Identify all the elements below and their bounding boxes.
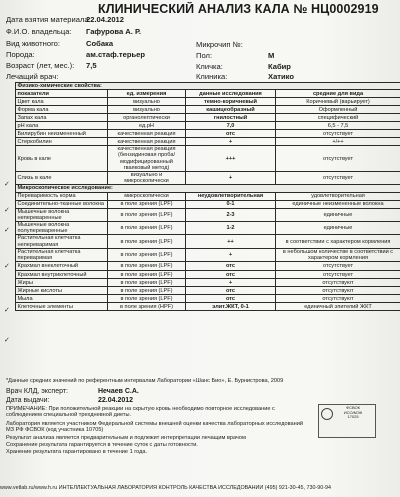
- section-title: Микроскопическое исследование:: [16, 185, 400, 192]
- issued-value: 22.04.2012: [98, 397, 134, 404]
- result-cell: +: [186, 279, 276, 287]
- parameter-cell: Крахмал внутриклеточный: [16, 271, 108, 279]
- table-row: [16, 98, 400, 106]
- species-row: [6, 39, 113, 48]
- nickname-value: Кабир: [268, 62, 291, 71]
- unit-cell: в поле зрения (LPF): [108, 287, 186, 295]
- stamp-line: ИСО/МЭК: [343, 409, 363, 415]
- parameter-cell: Кровь в кале: [16, 146, 108, 172]
- reference-cell: отсутствует: [276, 130, 400, 138]
- parameter-cell: Мыла: [16, 295, 108, 303]
- clinic-value: Хатико: [268, 72, 295, 81]
- unit-cell: микроскопически: [108, 192, 186, 200]
- table-row: [16, 271, 400, 279]
- doctor-label: Врач КЛД, эксперт:: [6, 388, 68, 395]
- doctor-value: Нечаев С.А.: [98, 388, 139, 395]
- sample-date-row: [6, 15, 124, 24]
- reference-cell: Коричневый (варьирует): [276, 98, 400, 106]
- unit-cell: органолептически: [108, 114, 186, 122]
- checkmark-icon: ✓: [4, 263, 10, 270]
- reference-cell: единичные: [276, 222, 400, 235]
- storage-note: Хранение результата гарантировано в течение 1 года.: [6, 449, 148, 455]
- table-row: [16, 192, 400, 200]
- reference-cell: отсутствует: [276, 172, 400, 185]
- column-header: ед. измерения: [108, 90, 186, 98]
- result-cell: отс: [186, 295, 276, 303]
- result-cell: 0-1: [186, 200, 276, 208]
- table-row: [16, 172, 400, 185]
- sex-label: Пол:: [196, 51, 213, 60]
- table-row: [16, 295, 400, 303]
- reference-cell: отсутствуют: [276, 287, 400, 295]
- reference-cell: единичный эпителий ЖКТ: [276, 303, 400, 311]
- result-cell: +: [186, 248, 276, 261]
- checkmark-icon: ✓: [4, 181, 10, 188]
- checkmark-icon: ✓: [4, 207, 10, 214]
- unit-cell: качественная реакция (бензидиновая проба/модифицированный гваяковый метод): [108, 146, 186, 172]
- table-row: [16, 303, 400, 311]
- table-row: [16, 222, 400, 235]
- sex-value: М: [268, 51, 275, 60]
- result-cell: отс: [186, 130, 276, 138]
- column-header: средние для вида: [276, 90, 400, 98]
- reference-cell: отсутствуют: [276, 295, 400, 303]
- table-row: [16, 262, 400, 271]
- reference-cell: отсутствуют: [276, 279, 400, 287]
- parameter-cell: Растительная клетчатка переваримая: [16, 248, 108, 261]
- doctor-row: [6, 388, 139, 395]
- vet-row: [6, 72, 58, 81]
- result-cell: +++: [186, 146, 276, 172]
- reference-cell: единичные неизмененные волокна: [276, 200, 400, 208]
- result-cell: гнилостный: [186, 114, 276, 122]
- remark-text: ПРИМЕЧАНИЕ: При положительной реакции на скрытую кровь необходимо повторное исследование с соблюдением специальной трехдневной диеты.: [6, 406, 275, 419]
- parameter-cell: Мышечные волокна непереваренные: [16, 208, 108, 221]
- sample-date-value: 22.04.2012: [86, 15, 125, 24]
- result-cell: 1-2: [186, 222, 276, 235]
- parameter-cell: Билирубин неизмененный: [16, 130, 108, 138]
- parameter-cell: Форма кала: [16, 106, 108, 114]
- report-title: КЛИНИЧЕСКИЙ АНАЛИЗ КАЛА № НЦ0002919: [98, 2, 379, 16]
- parameter-cell: Крахмал внеклеточный: [16, 262, 108, 271]
- species-value: Собака: [86, 39, 114, 48]
- table-row: [16, 208, 400, 221]
- unit-cell: в поле зрения (LPF): [108, 222, 186, 235]
- reference-cell: в небольшом количестве в соответствии с характером кормления: [276, 248, 400, 261]
- table-row: [16, 138, 400, 146]
- breed-row: [6, 50, 145, 59]
- parameter-cell: Цвет кала: [16, 98, 108, 106]
- breed-label: Порода:: [6, 50, 35, 59]
- result-cell: элит.ЖКТ, 0-1: [186, 303, 276, 311]
- nickname-label: Кличка:: [196, 62, 223, 71]
- owner-row: [6, 27, 141, 36]
- result-cell: кашицеобразный: [186, 106, 276, 114]
- table-header-row: [16, 90, 400, 98]
- table-row: [16, 114, 400, 122]
- table-row: [16, 287, 400, 295]
- result-cell: отс: [186, 287, 276, 295]
- chip-row: [196, 40, 243, 49]
- table-row: [16, 200, 400, 208]
- result-cell: неудовлетворительная: [186, 192, 276, 200]
- clinic-label: Клиника:: [196, 72, 228, 81]
- checkmark-icon: ✓: [4, 307, 10, 314]
- reference-note: *Данные средних значений по референтным интервалам Лаборатории «Шанс Био», Е. Бурнистрова, 2009: [6, 378, 284, 384]
- reference-cell: +/++: [276, 138, 400, 146]
- parameter-cell: Стеркобилин: [16, 138, 108, 146]
- column-header: показатели: [16, 90, 108, 98]
- parameter-cell: Клеточные элементы: [16, 303, 108, 311]
- parameter-cell: Запах кала: [16, 114, 108, 122]
- table-row: [16, 130, 400, 138]
- age-label: Возраст (лет, мес.):: [6, 61, 75, 70]
- column-header: данные исследования: [186, 90, 276, 98]
- issued-row: [6, 397, 133, 404]
- reference-cell: отсутствует: [276, 262, 400, 271]
- reference-cell: отсутствует: [276, 271, 400, 279]
- reference-cell: специфический: [276, 114, 400, 122]
- reference-cell: удовлетворительная: [276, 192, 400, 200]
- quality-stamp: [318, 404, 376, 438]
- age-value: 7,5: [86, 61, 97, 70]
- owner-label: Ф.И.О. владельца:: [6, 27, 72, 36]
- table-row: [16, 279, 400, 287]
- result-cell: отс: [186, 271, 276, 279]
- interpretation-note: Результат анализа является предварительным и подлежит интерпретации лечащим врачом: [6, 435, 246, 441]
- result-cell: 2-3: [186, 208, 276, 221]
- parameter-cell: Жиры: [16, 279, 108, 287]
- breed-value: ам.стаф.терьер: [86, 50, 145, 59]
- results-table-body: [16, 83, 400, 311]
- stamp-line: 17025: [347, 414, 359, 420]
- reference-cell: 6,5 - 7,5: [276, 122, 400, 130]
- unit-cell: визуально: [108, 106, 186, 114]
- section-title: Физико-химические свойства:: [16, 83, 400, 90]
- unit-cell: в поле зрения (HPF): [108, 303, 186, 311]
- result-cell: отс: [186, 262, 276, 271]
- unit-cell: качественная реакция: [108, 130, 186, 138]
- table-row: [16, 122, 400, 130]
- unit-cell: качественная реакция: [108, 138, 186, 146]
- unit-cell: в поле зрения (LPF): [108, 200, 186, 208]
- unit-cell: в поле зрения (LPF): [108, 279, 186, 287]
- footer-contact-line: www.vetlab.ru/www.h.ru ИНТЕЛЛЕКТУАЛЬНАЯ ЛАБОРАТОРИЯ КОНТРОЛЬ КАЧЕСТВА ИССЛЕДОВАНИЙ (495) 921-30-45, 730-90-94: [0, 485, 332, 491]
- table-row: [16, 235, 400, 248]
- vet-label: Лечащий врач:: [6, 72, 59, 81]
- checkmark-icon: ✓: [4, 227, 10, 234]
- parameter-cell: Переваримость корма: [16, 192, 108, 200]
- result-cell: +: [186, 138, 276, 146]
- checkmark-icon: ✓: [4, 337, 10, 344]
- retention-note: Сохранение результата гарантируется в течение суток с даты готовности.: [6, 442, 198, 448]
- parameter-cell: Слизь в кале: [16, 172, 108, 185]
- owner-value: Гафурова А. Р.: [86, 27, 142, 36]
- result-cell: 7,0: [186, 122, 276, 130]
- species-label: Вид животного:: [6, 39, 61, 48]
- unit-cell: ед.pH: [108, 122, 186, 130]
- reference-cell: отсутствует: [276, 146, 400, 172]
- stamp-line: ФСВОК: [346, 405, 360, 410]
- parameter-cell: Жирные кислоты: [16, 287, 108, 295]
- stamp-seal-icon: [321, 408, 333, 420]
- table-row: [16, 146, 400, 172]
- result-cell: ++: [186, 235, 276, 248]
- unit-cell: в поле зрения (LPF): [108, 248, 186, 261]
- result-cell: +: [186, 172, 276, 185]
- nickname-row: [196, 62, 291, 71]
- sample-date-label: Дата взятия материала:: [6, 15, 91, 24]
- unit-cell: в поле зрения (LPF): [108, 271, 186, 279]
- result-cell: темно-коричневый: [186, 98, 276, 106]
- unit-cell: в поле зрения (LPF): [108, 235, 186, 248]
- unit-cell: в поле зрения (LPF): [108, 295, 186, 303]
- reference-cell: Оформленный: [276, 106, 400, 114]
- parameter-cell: Мышечные волокна полупереваренные: [16, 222, 108, 235]
- parameter-cell: pH кала: [16, 122, 108, 130]
- reference-cell: единичные: [276, 208, 400, 221]
- chip-label: Микрочип №:: [196, 40, 243, 49]
- results-table: [15, 82, 400, 311]
- unit-cell: визуально и микроскопически: [108, 172, 186, 185]
- reference-cell: в соответствии с характером кормления: [276, 235, 400, 248]
- parameter-cell: Соединительно-тканные волокна: [16, 200, 108, 208]
- issued-label: Дата выдачи:: [6, 397, 50, 404]
- table-row: [16, 248, 400, 261]
- section-physchem: [16, 83, 400, 90]
- section-microscopy: [16, 185, 400, 192]
- age-row: [6, 61, 97, 70]
- unit-cell: визуально: [108, 98, 186, 106]
- unit-cell: в поле зрения (LPF): [108, 262, 186, 271]
- clinic-row: [196, 72, 294, 81]
- parameter-cell: Растительная клетчатка непереваримая: [16, 235, 108, 248]
- participation-note: Лаборатория является участником Федеральной системы внешней оценки качества лабораторных исследований МЗ РФ ФСВОК (код участника 10705): [6, 421, 303, 434]
- sex-row: [196, 51, 274, 60]
- unit-cell: в поле зрения (LPF): [108, 208, 186, 221]
- table-row: [16, 106, 400, 114]
